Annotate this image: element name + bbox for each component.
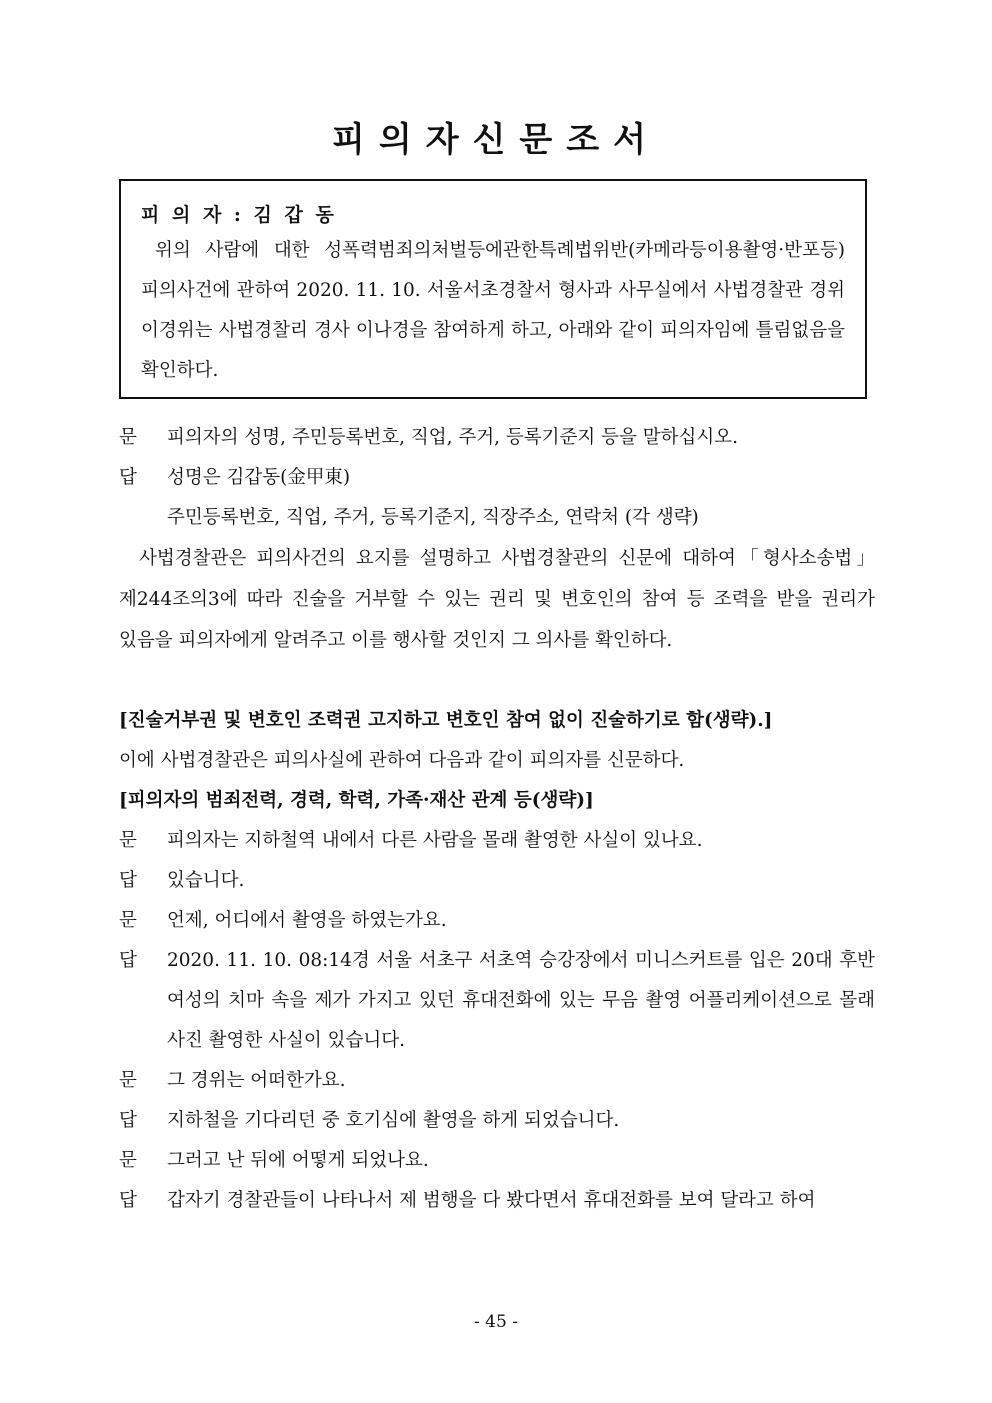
qa-item [119,901,875,941]
qa-text: 지하철을 기다리던 중 호기심에 촬영을 하게 되었습니다. [167,1110,620,1131]
qa-question [119,418,875,458]
qa-answer [119,458,875,498]
qa-text: 그 경위는 어떠한가요. [167,1070,346,1091]
qa-item [119,1181,875,1221]
interrogation-intro: 이에 사법경찰관은 피의사실에 관하여 다음과 같이 피의자를 신문하다. [119,750,685,771]
qa-text: 있습니다. [167,870,245,891]
qa-text: 갑자기 경찰관들이 나타나서 제 범행을 다 봤다면서 휴대전화를 보여 달라고 하여 [167,1190,816,1211]
qa-item [119,821,875,861]
qa-mark: 답 [119,950,137,971]
qa-text: 2020. 11. 10. 08:14경 서울 서초구 서초역 승강장에서 미니스커트를 입은 20대 후반 여성의 치마 속을 제가 가지고 있던 휴대전화에 있는 무음 촬영 어플리케이션으로 몰래 사진 촬영한 사실이 있습니다. [167,950,875,1051]
qa-mark: 답 [119,870,137,891]
question-text: 피의자의 성명, 주민등록번호, 직업, 주거, 등록기준지 등을 말하십시오. [167,427,738,448]
qa-item [119,941,875,1061]
question-mark: 문 [119,427,137,448]
qa-mark: 문 [119,1070,137,1091]
document-title: 피의자신문조서 [332,120,660,160]
qa-text: 언제, 어디에서 촬영을 하였는가요. [167,910,447,931]
suspect-info-text: 위의 사람에 대한 성폭력범죄의처벌등에관한특례법위반(카메라등이용촬영·반포등) 피의사건에 관하여 2020. 11. 10. 서울서초경찰서 형사과 사무실에서 사법경찰관 경위 이경위는 사법경찰리 경사 이나경을 참여하게 하고, 아래와 같이 피의자임에 틀림없음을 확인하다. [141,240,845,381]
qa-mark: 문 [119,910,137,931]
answer-text: 성명은 김갑동(金甲東) [167,467,351,488]
document-body [119,418,875,1221]
qa-text: 피의자는 지하철역 내에서 다른 사람을 몰래 촬영한 사실이 있나요. [167,830,703,851]
qa-mark: 답 [119,1190,137,1211]
qa-item [119,1061,875,1101]
qa-text: 그러고 난 뒤에 어떻게 되었나요. [167,1150,429,1171]
suspect-info-box [119,179,867,399]
qa-mark: 답 [119,1110,137,1131]
suspect-name-line: 피 의 자 : 김 갑 동 [141,204,337,226]
qa-mark: 문 [119,830,137,851]
qa-item [119,1141,875,1181]
qa-item [119,1101,875,1141]
qa-mark: 문 [119,1150,137,1171]
qa-item [119,861,875,901]
rights-omitted-note: [진술거부권 및 변호인 조력권 고지하고 변호인 참여 없이 진술하기로 함(생략).] [119,710,773,731]
answer-text-continued: 주민등록번호, 직업, 주거, 등록기준지, 직장주소, 연락처 (각 생략) [167,507,699,528]
page-number: - 45 - [474,1312,518,1332]
answer-mark: 답 [119,467,137,488]
background-omitted-note: [피의자의 범죄전력, 경력, 학력, 가족·재산 관계 등(생략)] [119,790,594,811]
spacer [119,661,875,701]
rights-notice-paragraph: 사법경찰관은 피의사건의 요지를 설명하고 사법경찰관의 신문에 대하여「형사소송법」제244조의3에 따라 진술을 거부할 수 있는 권리 및 변호인의 참여 등 조력을 받을 권리가 있음을 피의자에게 알려주고 이를 행사할 것인지 그 의사를 확인하다. [119,548,875,651]
